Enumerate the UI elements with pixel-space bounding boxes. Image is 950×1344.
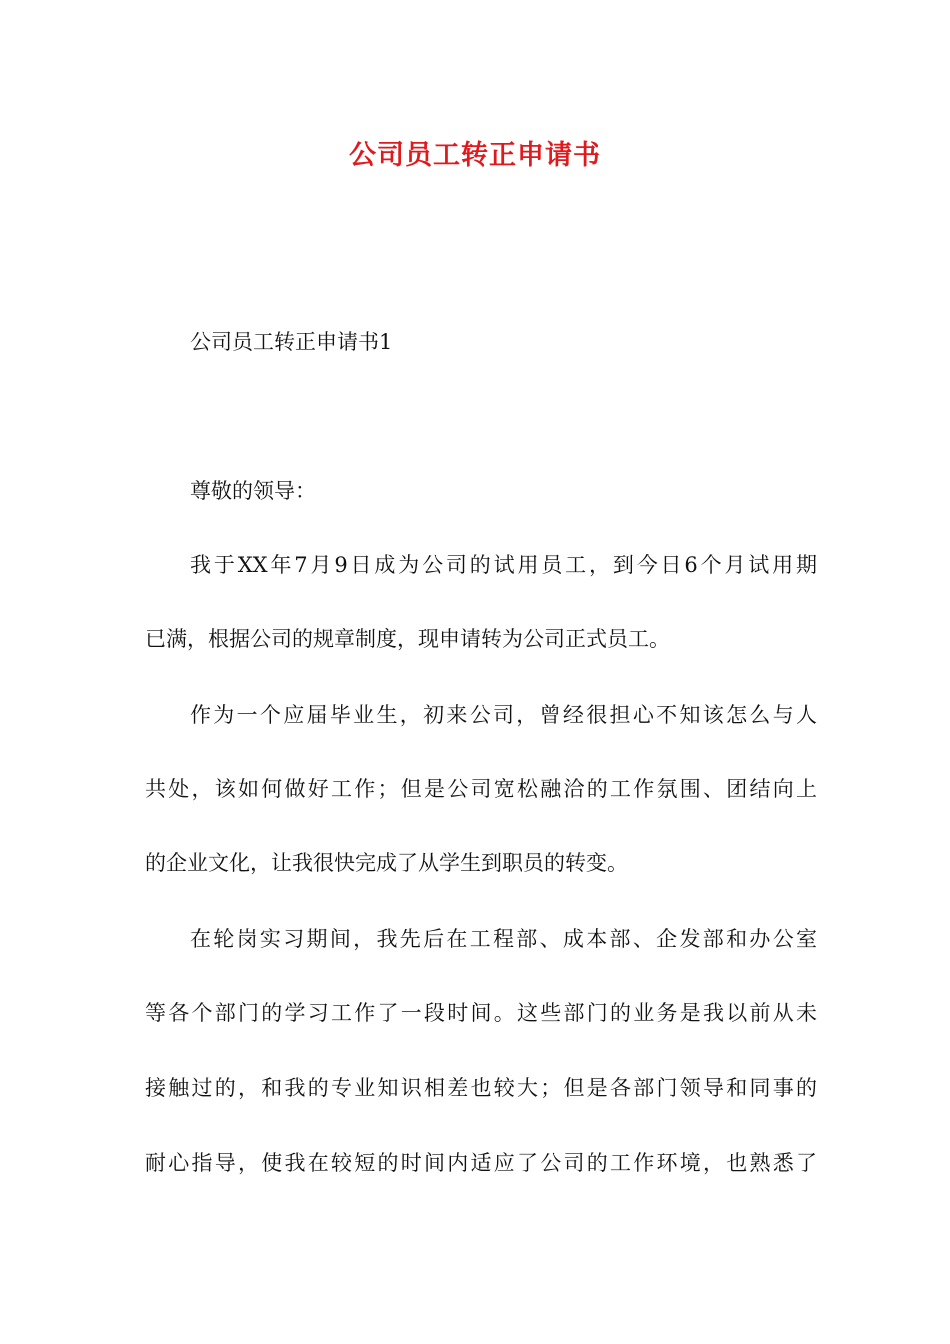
paragraph-line: 耐心指导，使我在较短的时间内适应了公司的工作环境，也熟悉了 xyxy=(145,1151,817,1175)
paragraph-line: 接触过的，和我的专业知识相差也较大；但是各部门领导和同事的 xyxy=(145,1076,817,1100)
paragraph-line: 已满，根据公司的规章制度，现申请转为公司正式员工。 xyxy=(145,627,670,651)
paragraph-line: 共处，该如何做好工作；但是公司宽松融洽的工作氛围、团结向上 xyxy=(145,777,817,801)
document-title: 公司员工转正申请书 xyxy=(349,140,601,171)
paragraph-line: 作为一个应届毕业生，初来公司，曾经很担心不知该怎么与人 xyxy=(190,703,817,727)
paragraph-line: 的企业文化，让我很快完成了从学生到职员的转变。 xyxy=(145,851,628,875)
section-heading: 公司员工转正申请书1 xyxy=(190,330,393,354)
salutation: 尊敬的领导： xyxy=(190,479,316,503)
paragraph-line: 我于XX年7月9日成为公司的试用员工，到今日6个月试用期 xyxy=(190,553,817,577)
paragraph-line: 在轮岗实习期间，我先后在工程部、成本部、企发部和办公室 xyxy=(190,927,817,951)
paragraph-line: 等各个部门的学习工作了一段时间。这些部门的业务是我以前从未 xyxy=(145,1001,817,1025)
